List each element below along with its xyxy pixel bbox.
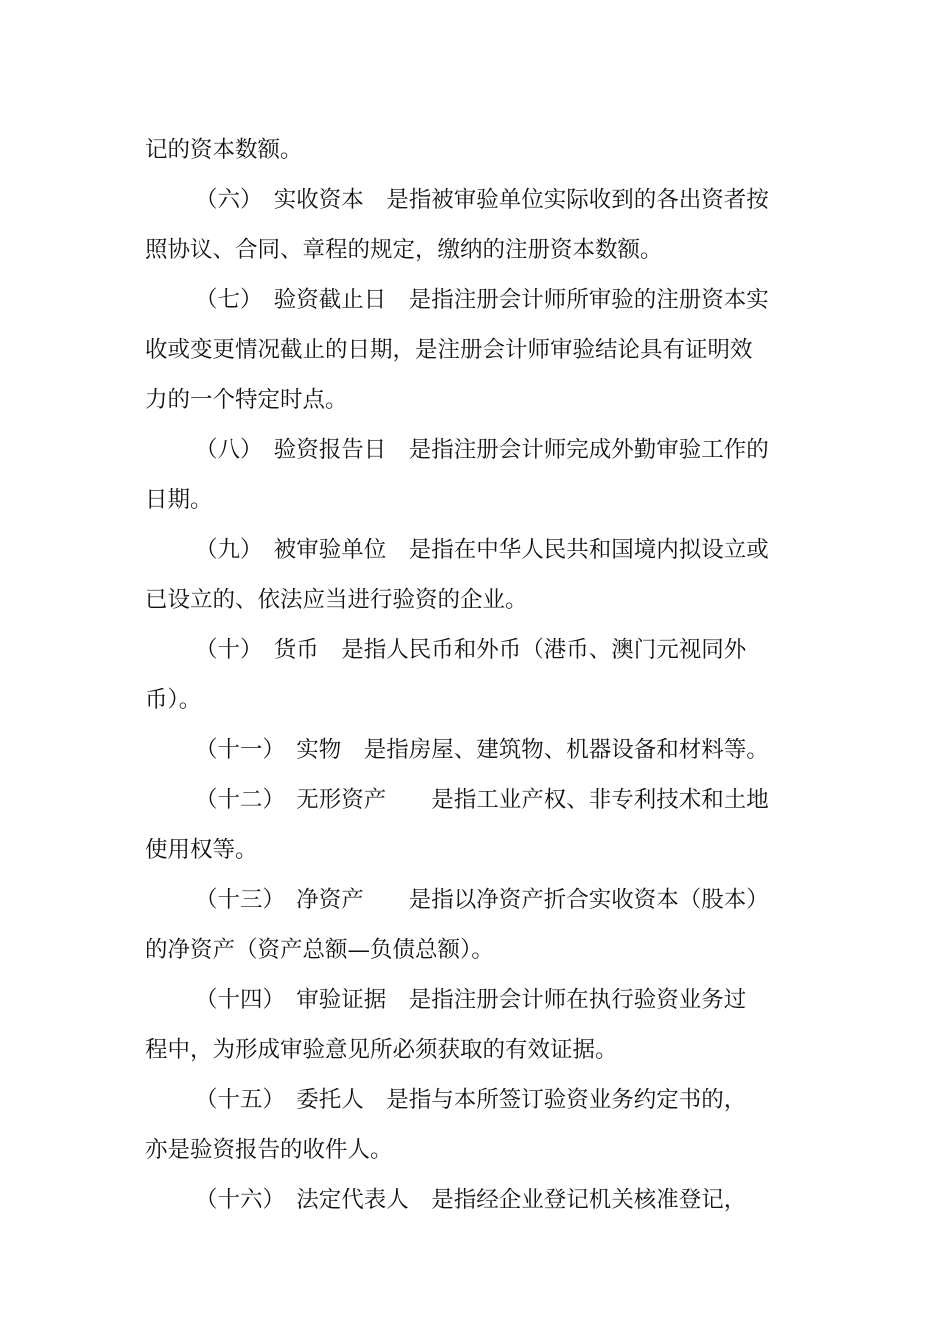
text-line: （十三） 净资产 是指以净资产折合实收资本（股本） [195, 887, 769, 913]
text-line: （十六） 法定代表人 是指经企业登记机关核准登记， [195, 1187, 747, 1213]
text-line: （七） 验资截止日 是指注册会计师所审验的注册资本实 [195, 287, 769, 313]
text-line: 的净资产（资产总额—负债总额）。 [145, 937, 494, 963]
text-line: 币）。 [145, 687, 202, 713]
text-line: 记的资本数额。 [145, 137, 303, 163]
text-line: 已设立的、依法应当进行验资的企业。 [145, 587, 528, 613]
text-line: 日期。 [145, 487, 213, 513]
text-line: （十） 货币 是指人民币和外币（港币、澳门元视同外 [195, 637, 747, 663]
text-line: 力的一个特定时点。 [145, 387, 348, 413]
text-line: （十二） 无形资产 是指工业产权、非专利技术和土地 [195, 787, 769, 813]
text-line: 使用权等。 [145, 837, 258, 863]
text-line: 程中，为形成审验意见所必须获取的有效证据。 [145, 1037, 618, 1063]
text-line: （六） 实收资本 是指被审验单位实际收到的各出资者按 [195, 187, 769, 213]
text-line: 照协议、合同、章程的规定，缴纳的注册资本数额。 [145, 237, 663, 263]
text-line: （十五） 委托人 是指与本所签订验资业务约定书的， [195, 1087, 747, 1113]
text-line: （九） 被审验单位 是指在中华人民共和国境内拟设立或 [195, 537, 769, 563]
text-line: （十四） 审验证据 是指注册会计师在执行验资业务过 [195, 987, 747, 1013]
text-line: 收或变更情况截止的日期，是注册会计师审验结论具有证明效 [145, 337, 753, 363]
text-line: （八） 验资报告日 是指注册会计师完成外勤审验工作的 [195, 437, 769, 463]
text-line: （十一） 实物 是指房屋、建筑物、机器设备和材料等。 [195, 737, 769, 763]
text-line: 亦是验资报告的收件人。 [145, 1137, 393, 1163]
